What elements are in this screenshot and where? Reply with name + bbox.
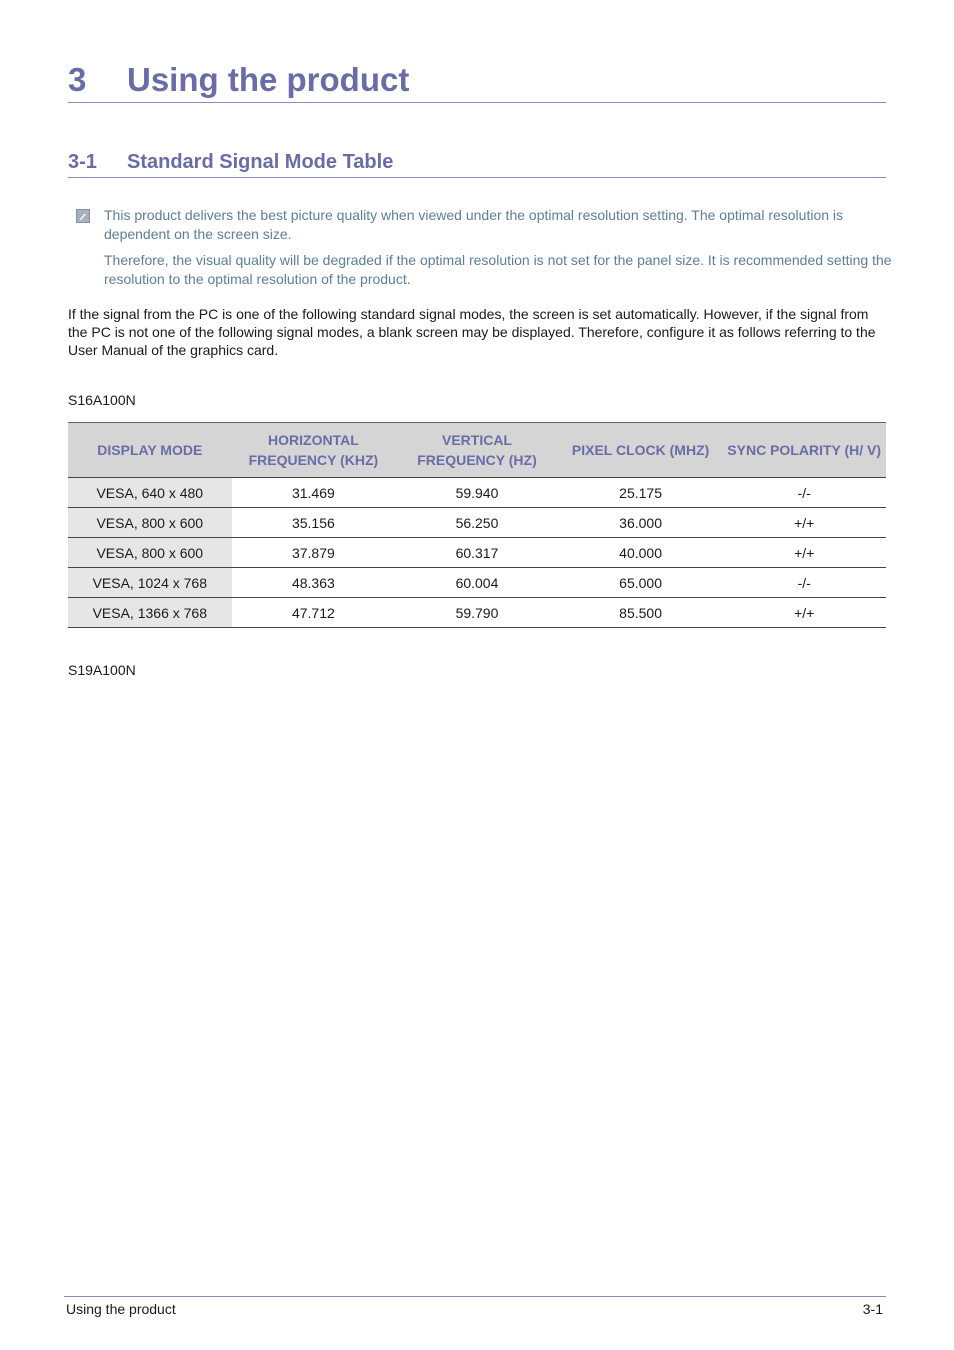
intro-paragraph: If the signal from the PC is one of the following standard signal modes, the screen is set automatically. However, if the signal from the PC is not one of the following signal modes, a blank screen may be displayed. Therefore, configure it as follows referring to the User Manual of the graphics card. xyxy=(68,306,876,358)
footer-divider xyxy=(64,1296,886,1297)
header-vertical-frequency: VERTICAL FREQUENCY (HZ) xyxy=(395,423,559,478)
cell-pixel-clock: 25.175 xyxy=(559,478,723,508)
cell-pixel-clock: 40.000 xyxy=(559,538,723,568)
cell-display-mode: VESA, 800 x 600 xyxy=(68,508,232,538)
cell-vertical-frequency: 56.250 xyxy=(395,508,559,538)
cell-display-mode: VESA, 1366 x 768 xyxy=(68,598,232,628)
cell-pixel-clock: 36.000 xyxy=(559,508,723,538)
cell-horizontal-frequency: 35.156 xyxy=(232,508,396,538)
table-row xyxy=(68,478,886,508)
cell-vertical-frequency: 59.790 xyxy=(395,598,559,628)
section-title: Standard Signal Mode Table xyxy=(127,151,394,173)
cell-pixel-clock: 85.500 xyxy=(559,598,723,628)
section-heading xyxy=(68,148,886,178)
cell-vertical-frequency: 60.004 xyxy=(395,568,559,598)
header-sync-polarity: SYNC POLARITY (H/ V) xyxy=(722,423,886,478)
table-header-row xyxy=(68,423,886,478)
cell-vertical-frequency: 59.940 xyxy=(395,478,559,508)
section-number: 3-1 xyxy=(68,151,97,173)
signal-mode-table xyxy=(68,422,886,628)
table-row xyxy=(68,508,886,538)
cell-horizontal-frequency: 31.469 xyxy=(232,478,396,508)
header-pixel-clock: PIXEL CLOCK (MHZ) xyxy=(559,423,723,478)
table-row xyxy=(68,568,886,598)
chapter-title: Using the product xyxy=(127,61,410,98)
cell-sync-polarity: -/- xyxy=(722,568,886,598)
cell-horizontal-frequency: 37.879 xyxy=(232,538,396,568)
cell-display-mode: VESA, 800 x 600 xyxy=(68,538,232,568)
cell-sync-polarity: +/+ xyxy=(722,598,886,628)
cell-display-mode: VESA, 640 x 480 xyxy=(68,478,232,508)
cell-horizontal-frequency: 47.712 xyxy=(232,598,396,628)
cell-sync-polarity: -/- xyxy=(722,478,886,508)
note-pencil-icon xyxy=(76,209,90,223)
chapter-number: 3 xyxy=(68,61,87,98)
note-paragraph-2: Therefore, the visual quality will be degraded if the optimal resolution is not set for the panel size. It is recommended setting the resolution to the optimal resolution of the product. xyxy=(104,252,892,287)
cell-sync-polarity: +/+ xyxy=(722,538,886,568)
note-paragraph-1: This product delivers the best picture quality when viewed under the optimal resolution setting. The optimal resolution is dependent on the screen size. xyxy=(104,207,844,242)
cell-vertical-frequency: 60.317 xyxy=(395,538,559,568)
table-row xyxy=(68,538,886,568)
table-row xyxy=(68,598,886,628)
cell-sync-polarity: +/+ xyxy=(722,508,886,538)
model-label-s16a100n: S16A100N xyxy=(68,392,136,408)
model-label-s19a100n: S19A100N xyxy=(68,662,136,678)
cell-horizontal-frequency: 48.363 xyxy=(232,568,396,598)
header-display-mode: DISPLAY MODE xyxy=(68,423,232,478)
cell-display-mode: VESA, 1024 x 768 xyxy=(68,568,232,598)
header-horizontal-frequency: HORIZONTAL FREQUENCY (KHZ) xyxy=(232,423,396,478)
cell-pixel-clock: 65.000 xyxy=(559,568,723,598)
footer-page-number: 3-1 xyxy=(862,1301,883,1317)
footer-chapter-title: Using the product xyxy=(66,1301,176,1317)
chapter-heading xyxy=(68,58,886,103)
